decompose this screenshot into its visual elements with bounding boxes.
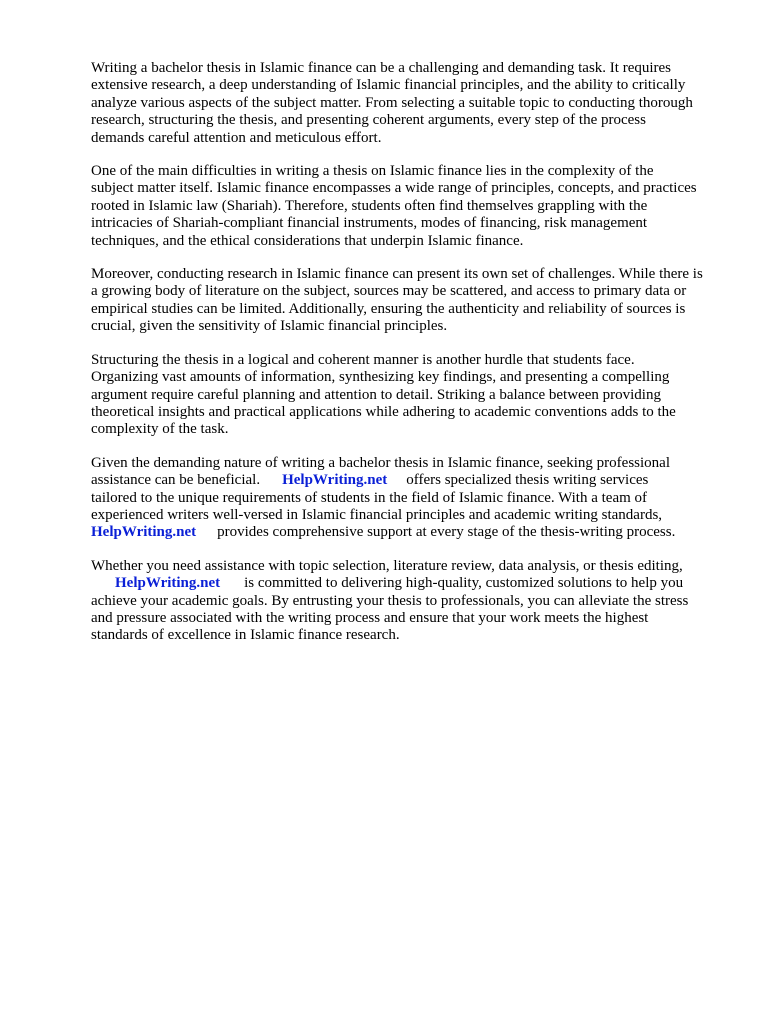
text-line: argument require careful planning and attention to detail. Striking a balance between providing [91,386,661,403]
text-line: tailored to the unique requirements of students in the field of Islamic finance. With a team of [91,489,648,506]
text-line: standards of excellence in Islamic finance research. [91,627,400,644]
text-line: intricacies of Shariah-compliant financial instruments, modes of financing, risk management [91,215,648,232]
text-line: techniques, and the ethical considerations that underpin Islamic finance. [91,232,524,249]
text-line: Whether you need assistance with topic selection, literature review, data analysis, or thesis editing, [91,557,683,574]
text-line: theoretical insights and practical applications while adhering to academic conventions adds to the [91,403,676,420]
paragraph-2 [91,163,731,250]
text-line: crucial, given the sensitivity of Islamic financial principles. [91,318,448,335]
text-segment: is committed to delivering high-quality, customized solutions to help you [244,575,684,592]
text-line: research, structuring the thesis, and presenting coherent arguments, every step of the process [91,112,646,129]
paragraph-5 [91,455,731,542]
document-body [91,60,731,661]
text-line [91,524,731,541]
text-line: Moreover, conducting research in Islamic finance can present its own set of challenges. While there is [91,266,703,283]
text-line [91,472,731,489]
text-segment: assistance can be beneficial. [91,472,261,489]
text-line: One of the main difficulties in writing a thesis on Islamic finance lies in the complexity of the [91,163,654,180]
helpwriting-link[interactable]: HelpWriting.net [91,524,197,541]
paragraph-4 [91,352,731,439]
text-line: Structuring the thesis in a logical and coherent manner is another hurdle that students face. [91,351,635,368]
text-line: empirical studies can be limited. Additionally, ensuring the authenticity and reliability of sources is [91,300,686,317]
text-line: complexity of the task. [91,421,229,438]
text-line: Organizing vast amounts of information, synthesizing key findings, and presenting a compelling [91,369,670,386]
text-line: Writing a bachelor thesis in Islamic finance can be a challenging and demanding task. It requires [91,60,672,76]
helpwriting-link[interactable]: HelpWriting.net [115,575,221,592]
text-line: and pressure associated with the writing process and ensure that your work meets the highest [91,609,649,626]
text-line: a growing body of literature on the subject, sources may be scattered, and access to primary data or [91,283,687,300]
paragraph-1 [91,60,731,147]
text-line: extensive research, a deep understanding of Islamic financial principles, and the ability to critically [91,77,686,94]
text-line: demands careful attention and meticulous effort. [91,129,382,146]
text-line: achieve your academic goals. By entrusting your thesis to professionals, you can alleviate the stress [91,592,689,609]
text-line [91,575,731,592]
paragraph-6 [91,558,731,645]
paragraph-3 [91,266,731,336]
text-line: rooted in Islamic law (Shariah). Therefore, students often find themselves grappling with the [91,197,648,214]
text-line: subject matter itself. Islamic finance encompasses a wide range of principles, concepts, and practices [91,180,697,197]
text-line: Given the demanding nature of writing a bachelor thesis in Islamic finance, seeking professional [91,454,670,471]
text-line: experienced writers well-versed in Islamic financial principles and academic writing standards, [91,506,663,523]
helpwriting-link[interactable]: HelpWriting.net [282,472,388,489]
text-segment: provides comprehensive support at every stage of the thesis-writing process. [217,524,676,541]
text-segment: offers specialized thesis writing services [406,472,649,489]
text-line: analyze various aspects of the subject matter. From selecting a suitable topic to conducting thorough [91,94,693,111]
